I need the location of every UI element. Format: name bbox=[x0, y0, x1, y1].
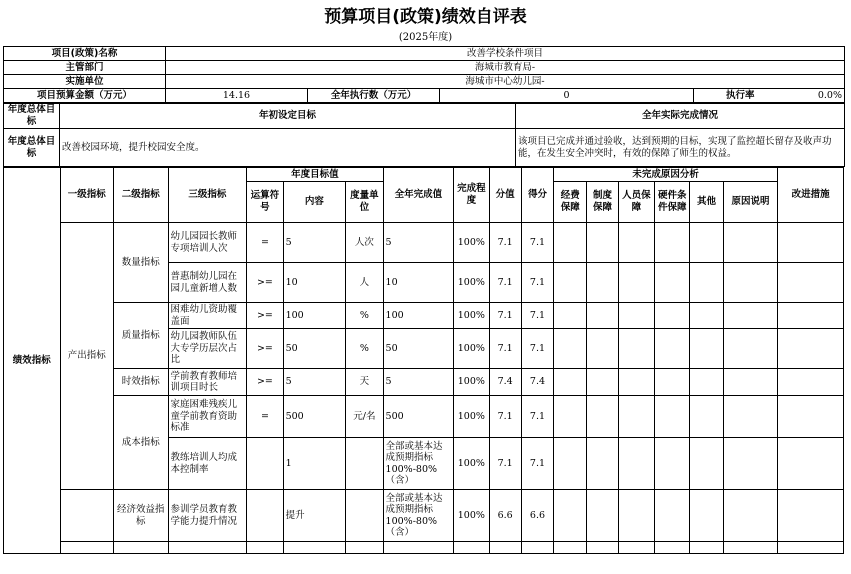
actual-goal-text: 该项目已完成并通过验收，达到预期的目标，实现了监控超长留存及收声功能，在发生安全冲突时，有效的保障了师生的权益。 bbox=[516, 129, 845, 167]
indicator-score: 6.6 bbox=[489, 490, 521, 542]
col-target-group: 年度目标值 bbox=[247, 168, 383, 182]
table-row bbox=[4, 490, 844, 542]
info-table bbox=[3, 46, 845, 103]
indicator-score: 7.1 bbox=[489, 263, 521, 303]
indicator-degree: 100% bbox=[454, 438, 489, 490]
indicator-content: 10 bbox=[283, 263, 346, 303]
table-row bbox=[4, 369, 844, 396]
indicator-unit: 天 bbox=[346, 369, 383, 396]
indicator-content: 5 bbox=[283, 369, 346, 396]
indicator-content: 500 bbox=[283, 396, 346, 438]
indicator-op: >= bbox=[247, 263, 283, 303]
evaluation-form bbox=[3, 0, 848, 554]
indicator-got: 7.4 bbox=[521, 369, 553, 396]
indicator-op: = bbox=[247, 396, 283, 438]
indicator-content: 100 bbox=[283, 303, 346, 329]
col-op: 运算符号 bbox=[247, 182, 283, 223]
project-name-label: 项目(政策)名称 bbox=[4, 47, 166, 61]
indicator-done: 全部或基本达成预期指标100%-80%（含） bbox=[383, 490, 454, 542]
indicator-name: 困难幼儿资助覆盖面 bbox=[168, 303, 247, 329]
col-got: 得分 bbox=[521, 168, 553, 223]
indicator-score: 7.1 bbox=[489, 329, 521, 369]
indicator-score: 7.1 bbox=[489, 396, 521, 438]
indicator-content: 50 bbox=[283, 329, 346, 369]
indicator-done: 10 bbox=[383, 263, 454, 303]
dept-value: 海城市教育局- bbox=[166, 61, 845, 75]
indicator-name: 幼儿园园长教师专项培训人次 bbox=[168, 223, 247, 263]
table-row bbox=[4, 303, 844, 329]
group-time: 时效指标 bbox=[114, 369, 169, 396]
col-done: 全年完成值 bbox=[383, 168, 454, 223]
budget-value: 14.16 bbox=[166, 89, 308, 103]
col-reason-group: 未完成原因分析 bbox=[554, 168, 778, 182]
indicator-content: 5 bbox=[283, 223, 346, 263]
indicator-unit: % bbox=[346, 329, 383, 369]
planned-goal-header: 年初设定目标 bbox=[60, 104, 516, 129]
indicator-done: 5 bbox=[383, 223, 454, 263]
indicator-op bbox=[247, 490, 283, 542]
indicator-got: 7.1 bbox=[521, 263, 553, 303]
exec-value: 0 bbox=[440, 89, 694, 103]
indicator-unit: 元/名 bbox=[346, 396, 383, 438]
unit-label: 实施单位 bbox=[4, 75, 166, 89]
col-degree: 完成程度 bbox=[454, 168, 489, 223]
indicator-done: 50 bbox=[383, 329, 454, 369]
col-r1: 经费保障 bbox=[554, 182, 587, 223]
dept-label: 主管部门 bbox=[4, 61, 166, 75]
col-l3: 三级指标 bbox=[168, 168, 247, 223]
indicator-content: 1 bbox=[283, 438, 346, 490]
goal-table bbox=[3, 103, 845, 167]
unit-value: 海城市中心幼儿园- bbox=[166, 75, 845, 89]
col-l1: 一级指标 bbox=[60, 168, 114, 223]
indicator-name: 普惠制幼儿园在园儿童新增人数 bbox=[168, 263, 247, 303]
group-output: 产出指标 bbox=[60, 223, 114, 490]
indicator-unit bbox=[346, 438, 383, 490]
col-r3: 人员保障 bbox=[618, 182, 654, 223]
project-name-value: 改善学校条件项目 bbox=[166, 47, 845, 61]
indicator-got: 7.1 bbox=[521, 303, 553, 329]
indicator-op: >= bbox=[247, 329, 283, 369]
indicator-op: >= bbox=[247, 369, 283, 396]
table-row bbox=[4, 396, 844, 438]
exec-label: 全年执行数（万元） bbox=[308, 89, 440, 103]
rate-label: 执行率 bbox=[726, 89, 755, 101]
group-quality: 质量指标 bbox=[114, 303, 169, 369]
indicator-unit: 人次 bbox=[346, 223, 383, 263]
indicator-score: 7.4 bbox=[489, 369, 521, 396]
year-label: (2025年度) bbox=[398, 32, 453, 43]
col-fix: 改进措施 bbox=[778, 168, 844, 223]
indicator-done: 全部或基本达成预期指标100%-80%（含） bbox=[383, 438, 454, 490]
indicator-name: 教练培训人均成本控制率 bbox=[168, 438, 247, 490]
page-title: 预算项目(政策)绩效自评表 bbox=[324, 7, 527, 27]
table-row bbox=[4, 223, 844, 263]
indicator-degree: 100% bbox=[454, 223, 489, 263]
planned-goal-text: 改善校园环境，提升校园安全度。 bbox=[60, 129, 516, 167]
indicator-got: 6.6 bbox=[521, 490, 553, 542]
indicator-degree: 100% bbox=[454, 263, 489, 303]
indicator-degree: 100% bbox=[454, 490, 489, 542]
indicator-name: 幼儿园教师队伍大专学历层次占比 bbox=[168, 329, 247, 369]
col-content: 内容 bbox=[283, 182, 346, 223]
col-r4: 硬件条件保障 bbox=[655, 182, 690, 223]
perf-indicator-label: 绩效指标 bbox=[4, 168, 61, 554]
group-econ: 经济效益指标 bbox=[114, 490, 169, 542]
group-quantity: 数量指标 bbox=[114, 223, 169, 303]
indicator-op bbox=[247, 438, 283, 490]
indicator-degree: 100% bbox=[454, 369, 489, 396]
indicator-done: 500 bbox=[383, 396, 454, 438]
col-unit: 度量单位 bbox=[346, 182, 383, 223]
indicator-name: 学前教育教师培训项目时长 bbox=[168, 369, 247, 396]
indicator-got: 7.1 bbox=[521, 329, 553, 369]
rate-value: 0.0% bbox=[817, 89, 842, 101]
budget-label: 项目预算金额（万元） bbox=[4, 89, 166, 103]
indicator-op: = bbox=[247, 223, 283, 263]
indicator-got: 7.1 bbox=[521, 438, 553, 490]
indicator-degree: 100% bbox=[454, 396, 489, 438]
indicator-score: 7.1 bbox=[489, 303, 521, 329]
col-r5: 其他 bbox=[690, 182, 723, 223]
indicator-unit: % bbox=[346, 303, 383, 329]
indicator-got: 7.1 bbox=[521, 223, 553, 263]
col-r2: 制度保障 bbox=[587, 182, 618, 223]
indicator-name: 家庭困难残疾儿童学前教育资助标准 bbox=[168, 396, 247, 438]
indicator-degree: 100% bbox=[454, 303, 489, 329]
goal-row-label: 年度总体目标 bbox=[4, 104, 60, 129]
indicator-table bbox=[3, 167, 844, 554]
group-cost: 成本指标 bbox=[114, 396, 169, 490]
indicator-got: 7.1 bbox=[521, 396, 553, 438]
indicator-name: 参训学员教育教学能力提升情况 bbox=[168, 490, 247, 542]
col-r6: 原因说明 bbox=[723, 182, 778, 223]
goal-row-label-2: 年度总体目标 bbox=[4, 129, 60, 167]
indicator-unit: 人 bbox=[346, 263, 383, 303]
col-score: 分值 bbox=[489, 168, 521, 223]
indicator-content: 提升 bbox=[283, 490, 346, 542]
indicator-degree: 100% bbox=[454, 329, 489, 369]
col-l2: 二级指标 bbox=[114, 168, 169, 223]
indicator-done: 100 bbox=[383, 303, 454, 329]
actual-goal-header: 全年实际完成情况 bbox=[516, 104, 845, 129]
indicator-score: 7.1 bbox=[489, 438, 521, 490]
indicator-unit bbox=[346, 490, 383, 542]
indicator-score: 7.1 bbox=[489, 223, 521, 263]
indicator-op: >= bbox=[247, 303, 283, 329]
indicator-done: 5 bbox=[383, 369, 454, 396]
